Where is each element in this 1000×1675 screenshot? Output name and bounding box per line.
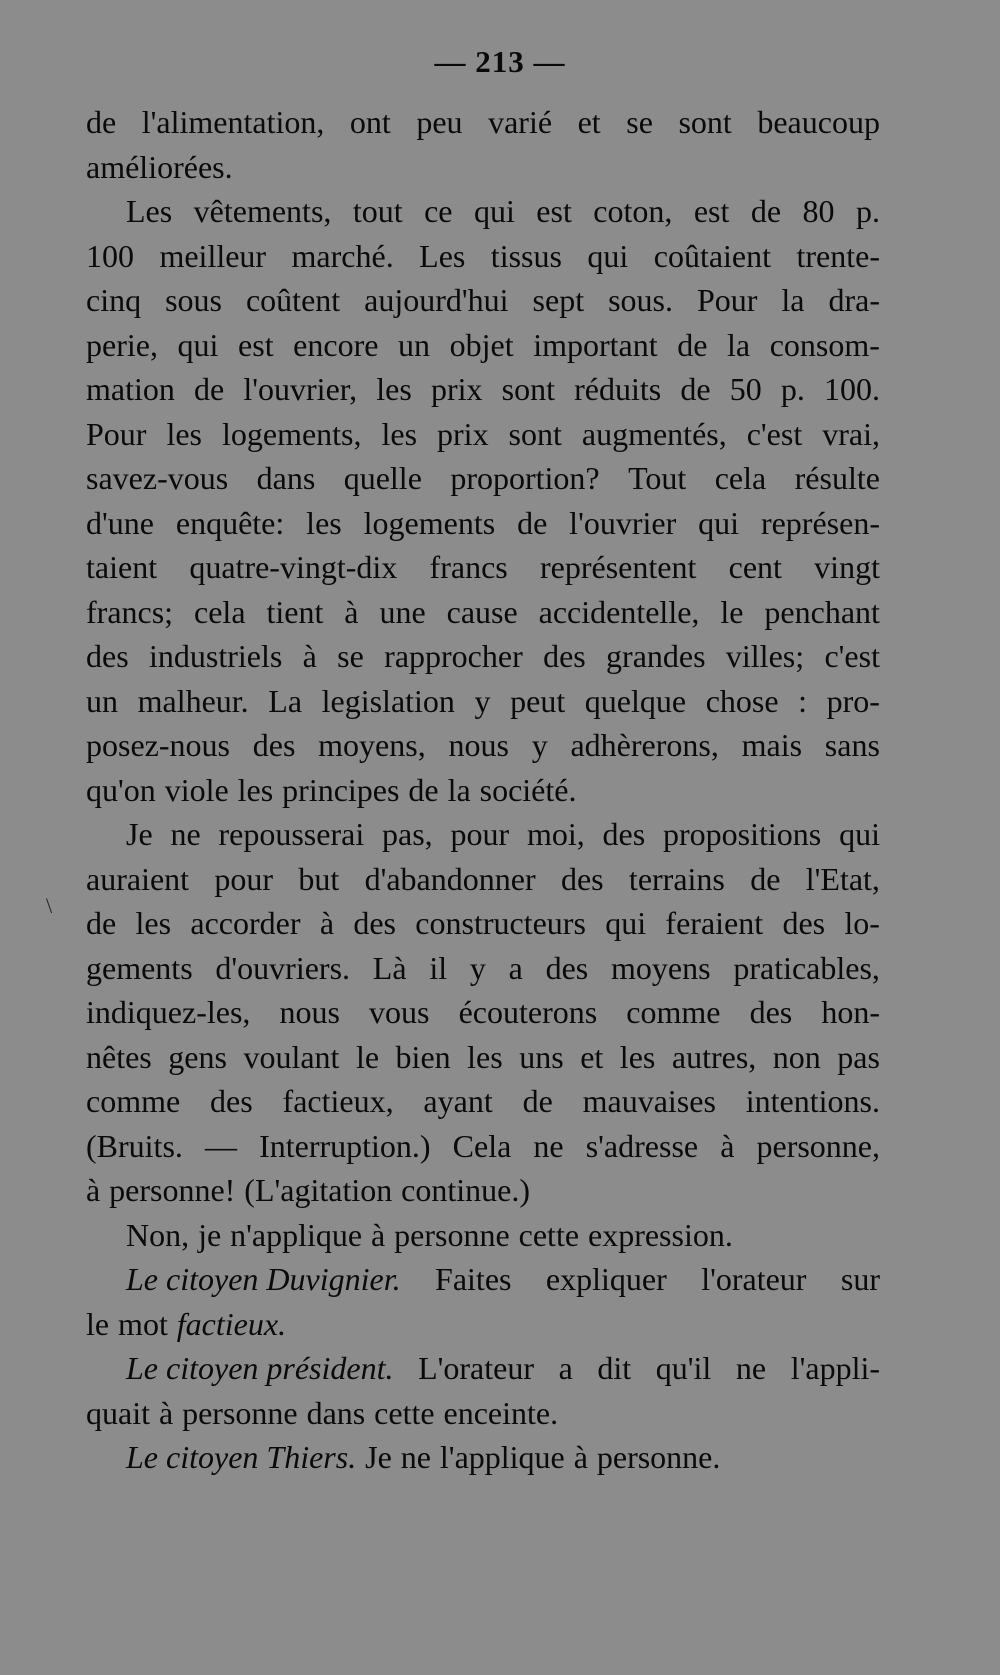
word: représentent [539,549,697,585]
word: sous [165,282,222,318]
word: varié [488,104,553,140]
text-line [86,412,880,457]
word: malheur. [137,682,249,719]
word: intentions. [745,1083,880,1119]
word: ne [533,1127,564,1164]
word: p. [855,193,880,229]
word: personne [394,1216,510,1253]
word: les [467,1038,503,1075]
text-line [86,501,880,546]
word: peut [510,682,566,719]
word: Le citoyen Duvignier. [126,1261,401,1297]
word: sept [532,282,585,318]
word: pas [837,1038,880,1075]
text-line [86,545,880,590]
word: un [86,682,118,719]
word: de [86,104,117,140]
word: il [429,949,448,986]
word: des [543,638,586,674]
text-line [86,901,880,946]
word: cette [518,1216,580,1253]
word: d'abandonner [364,860,536,897]
word: les [237,771,274,808]
word: réduits [574,371,662,407]
word: de [86,905,117,941]
word: Pour [696,282,758,318]
word: Pour [86,415,147,452]
word: encore [293,326,379,363]
word: 80 [802,193,835,229]
word: autres, [671,1038,757,1075]
word: pro- [826,682,880,719]
word: la [781,282,805,318]
text-line [86,100,880,145]
word: qui [605,905,647,941]
word: Tout [628,460,687,496]
word: s'adresse [585,1127,699,1164]
word: quelque [584,682,687,719]
word: rapprocher [384,638,523,674]
word: comme [626,994,721,1030]
word: coûtent [245,282,341,318]
word: taient [86,549,158,585]
word: qui [698,504,740,541]
word: à [344,593,359,630]
text-line [86,456,880,501]
word: consom- [769,326,880,363]
text-line [86,189,880,234]
word: des [353,905,396,941]
word: c'est [746,415,803,452]
word: accorder [190,905,301,941]
word: La [268,682,303,719]
word: ne [170,816,201,852]
word: 50 [729,371,762,407]
word: peu [416,104,463,140]
word: repousserai [218,816,365,852]
word: qui [587,237,629,274]
word: résulte [794,460,880,496]
word: vous [369,994,430,1030]
word: a [508,949,523,986]
word: gens [168,1038,227,1075]
word: indiquez-les, [86,994,251,1030]
word: les [381,415,418,452]
word: et [580,1038,604,1075]
word: L'orateur [418,1350,534,1386]
word: les [135,905,172,941]
word: tissus [490,237,562,274]
word: qui [473,193,515,229]
word: moyens, [318,727,426,763]
text-line [86,1213,880,1258]
text-line [86,1302,880,1347]
text-line [86,812,880,857]
word: est [693,193,730,229]
word: y [474,682,491,719]
word: francs [429,549,508,585]
word: quatre-vingt-dix [189,549,398,585]
word: nous [448,727,509,763]
word: a [558,1350,573,1386]
word: p. [780,371,805,407]
word: auraient [86,860,190,897]
word: sont [508,415,562,452]
word: objet [449,326,514,363]
word: personne. [596,1439,721,1475]
word: Là [372,949,407,986]
word: mais [741,727,803,763]
text-line [86,634,880,679]
text-line [86,1346,880,1391]
word: de [680,371,711,407]
word: l'ouvrier [569,504,677,541]
word: qui [839,816,880,852]
word: pour [214,860,274,897]
word: dit [597,1350,632,1386]
word: l'orateur [701,1261,807,1297]
word: gements [86,949,193,986]
word: adhèrerons, [570,727,719,763]
text-line [86,145,880,190]
word: des [782,905,826,941]
word: cause [446,593,518,630]
word: Je [126,816,153,852]
word: propositions [663,816,822,852]
word: chose [705,682,779,719]
word: à [158,1394,174,1431]
word: n'applique [230,1216,363,1253]
word: une [379,593,426,630]
text-line [86,590,880,635]
word: est [536,193,572,229]
word: des [560,860,604,897]
word: constructeurs [415,905,586,941]
word: 100. [824,371,880,407]
word: quelle [343,460,422,496]
word: mation [86,371,175,407]
word: améliorées. [86,148,233,185]
word: terrains [628,860,725,897]
word: se [337,638,364,674]
word: expression. [587,1216,733,1253]
word: mauvaises [582,1083,716,1119]
word: c'est [824,638,880,674]
word: dans [306,1394,366,1431]
word: qu'on [86,771,156,808]
word: mot [118,1305,168,1342]
word: y [531,727,548,763]
word: de [677,326,708,363]
word: écouterons [458,994,598,1030]
word: de [750,860,781,897]
word: augmentés, [581,415,727,452]
word: les [619,1038,656,1075]
word: le [355,1038,380,1075]
word: les [166,415,202,452]
word: la [727,326,751,363]
word: d'une [86,504,154,541]
word: personne! [109,1172,236,1208]
word: (L'agitation [244,1172,393,1208]
word: le [720,593,744,630]
word: uns [519,1038,564,1075]
word: des [210,1083,253,1119]
word: vingt [814,549,880,585]
word: enquête: [175,504,285,541]
word: enceinte. [443,1394,559,1431]
word: y [469,949,486,986]
word: coûtaient [653,237,772,274]
text-line [86,1079,880,1124]
word: sous. [608,282,673,318]
word: ce [424,193,453,229]
text-line [86,1257,880,1302]
word: factieux, [282,1083,394,1119]
word: cent [728,549,782,585]
word: tient [266,593,324,630]
word: cinq [86,282,142,318]
word: se [626,104,653,140]
word: de [408,771,439,808]
word: penchant [764,593,880,630]
word: de [517,504,548,541]
word: voulant [243,1038,340,1075]
word: les [306,504,342,541]
word: Faites [435,1261,512,1297]
word: de [194,371,225,407]
word: qui [177,326,219,363]
word: lo- [844,905,880,941]
text-line [86,1035,880,1080]
word: important [533,326,658,363]
word: Non, [126,1216,190,1253]
word: société. [479,771,577,808]
word: prix [430,371,483,407]
word: est [238,326,274,363]
text-line [86,1391,880,1436]
word: à [86,1172,101,1208]
text-line [86,1168,880,1213]
word: logements, [221,415,362,452]
word: posez-nous [86,727,230,763]
text-line [86,323,880,368]
word: bien [395,1038,451,1075]
word: marché. [291,237,394,274]
word: francs; [86,593,174,630]
text-line [86,367,880,412]
word: viole [164,771,229,808]
word: un [398,326,431,363]
word: industriels [148,638,283,674]
word: vrai, [822,415,880,452]
word: à [573,1439,588,1475]
word: cette [374,1394,435,1431]
word: expliquer [545,1261,667,1297]
word: continue.) [401,1172,531,1208]
word: non [772,1038,821,1075]
text-line [86,234,880,279]
word: personne, [756,1127,880,1164]
word: quait [86,1394,150,1431]
word: ne [735,1350,767,1386]
word: aujourd'hui [364,282,509,318]
word: Les [126,193,173,229]
word: l'applique [439,1439,565,1475]
text-line [86,723,880,768]
word: l'ouvrier, [243,371,358,407]
word: sur [840,1261,880,1297]
word: les [376,371,412,407]
word: dans [256,460,316,496]
word: feraient [665,905,764,941]
text-line [86,1435,880,1480]
word: proportion? [450,460,600,496]
word: sont [501,371,555,407]
word: hon- [821,994,880,1030]
word: prix [437,415,489,452]
word: sont [678,104,732,140]
word: (Bruits. [86,1127,183,1164]
word: Le citoyen président. [126,1350,394,1386]
word: à [302,638,317,674]
word: 100 [86,237,134,274]
word: villes; [725,638,805,674]
word: personne [182,1394,298,1431]
word: comme [86,1083,181,1119]
word: le [86,1305,110,1342]
word: dra- [828,282,880,318]
word: savez-vous [86,460,229,496]
word: trente- [796,237,880,274]
margin-mark: \ [46,893,53,918]
word: de [522,1083,553,1119]
word: je [198,1216,222,1253]
word: représen- [760,504,880,541]
word: perie, [86,326,158,363]
word: pour [450,816,510,852]
word: ayant [423,1083,493,1119]
word: nous [279,994,340,1030]
word: d'ouvriers. [215,949,351,986]
word: ont [349,104,391,140]
body-text [86,100,880,1480]
word: : [798,682,808,719]
word: Interruption.) [259,1127,431,1164]
word: moi, [526,816,585,852]
text-line [86,278,880,323]
text-line [86,768,880,813]
word: qu'il [655,1350,712,1386]
word: principes [282,771,400,808]
word: legislation [321,682,455,719]
text-line [86,857,880,902]
word: à [319,905,335,941]
text-line [86,990,880,1035]
word: tout [352,193,403,229]
word: — [204,1127,237,1164]
word: des [749,994,793,1030]
page-number: — 213 — [434,44,566,79]
word: factieux. [176,1305,287,1342]
text-line [86,1124,880,1169]
word: Cela [452,1127,512,1164]
text-line [86,679,880,724]
word: beaucoup [757,104,880,140]
word: accidentelle, [538,593,700,630]
word: à [371,1216,386,1253]
word: Les [419,237,466,274]
word: grandes [606,638,706,674]
word: Je [365,1439,392,1475]
word: coton, [593,193,673,229]
word: l'Etat, [805,860,880,897]
word: l'alimentation, [141,104,325,140]
word: l'appli- [790,1350,880,1386]
word: à [720,1127,735,1164]
word: nêtes [86,1038,152,1075]
word: but [298,860,340,897]
word: des [252,727,296,763]
word: des [86,638,129,674]
word: Le citoyen Thiers. [126,1439,357,1475]
word: et [577,104,601,140]
word: cela [194,593,246,630]
word: ne [400,1439,431,1475]
word: praticables, [733,949,880,986]
word: vêtements, [193,193,332,229]
text-line [86,946,880,991]
word: meilleur [159,237,267,274]
word: logements [363,504,496,541]
word: pas, [382,816,433,852]
word: la [447,771,471,808]
word: sans [824,727,880,763]
word: moyens [611,949,711,986]
word: des [545,949,589,986]
word: des [602,816,646,852]
word: de [750,193,782,229]
word: cela [714,460,767,496]
